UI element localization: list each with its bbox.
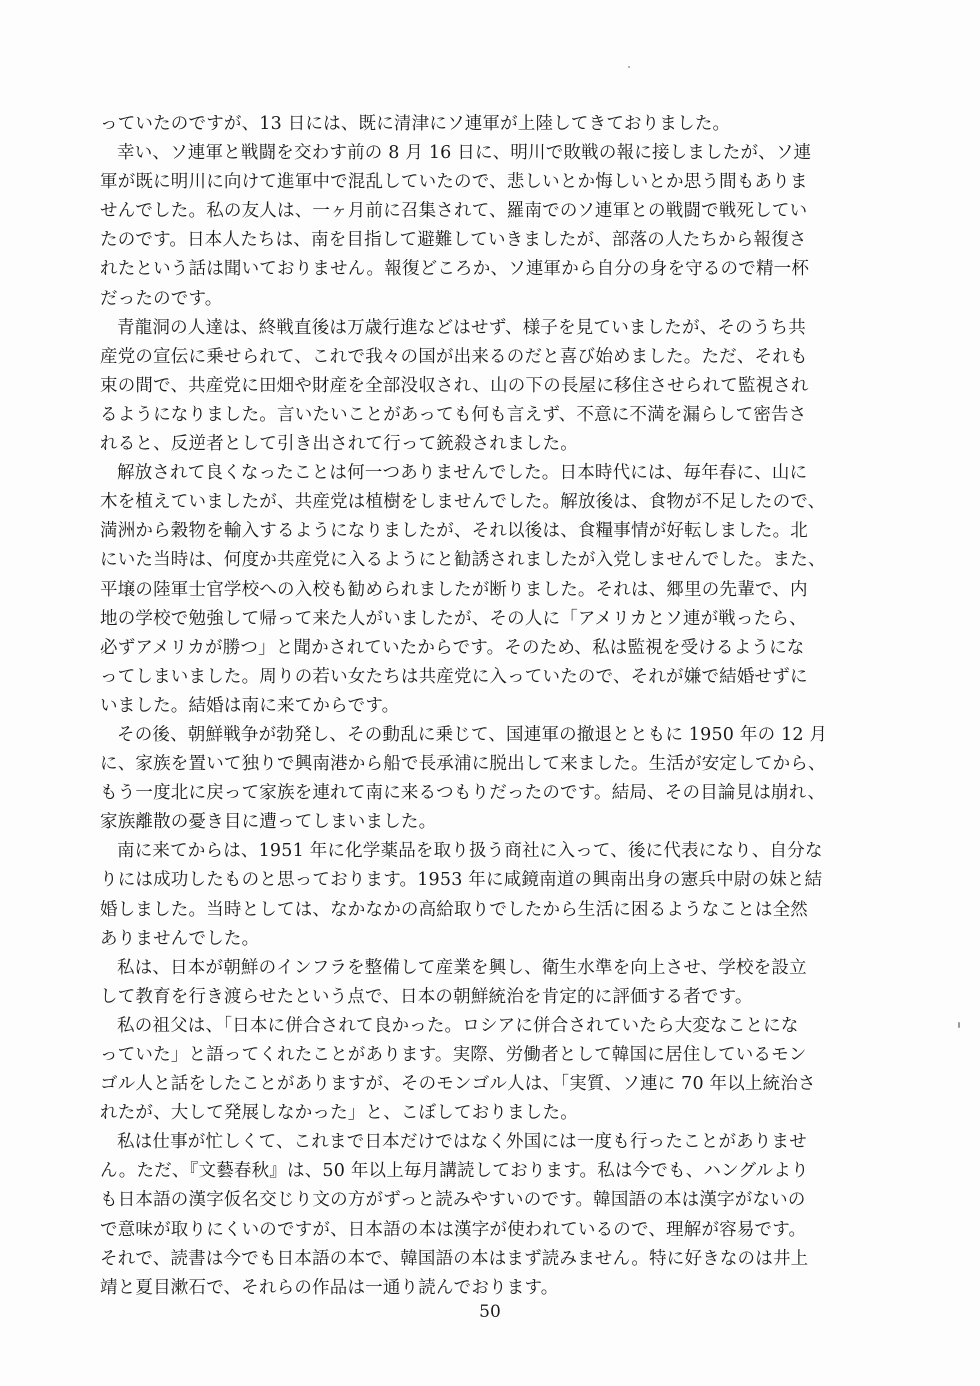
paragraph bbox=[100, 954, 845, 1012]
paragraph bbox=[100, 1128, 845, 1303]
text-line: せんでした。私の友人は、一ヶ月前に召集されて、羅南でのソ連軍との戦闘で戦死してい bbox=[100, 201, 808, 222]
paragraph bbox=[100, 314, 845, 459]
text-line: 平壌の陸軍士官学校への入校も勧められましたが断りました。それは、郷里の先輩で、内 bbox=[100, 579, 808, 600]
text-line: に、家族を置いて独りで興南港から船で長承浦に脱出して来ました。生活が安定してから、 bbox=[100, 754, 826, 775]
paragraph bbox=[100, 459, 845, 721]
text-line: れたという話は聞いておりません。報復どころか、ソ連軍から自分の身を守るので精一杯 bbox=[100, 259, 810, 280]
text-line: 私の祖父は、「日本に併合されて良かった。ロシアに併合されていたら大変なことにな bbox=[117, 1015, 799, 1036]
text-line: して教育を行き渡らせたという点で、日本の朝鮮統治を肯定的に評価する者です。 bbox=[100, 986, 753, 1007]
text-line: で意味が取りにくいのですが、日本語の本は漢字が使われているので、理解が容易です。 bbox=[100, 1219, 807, 1240]
paragraph bbox=[100, 837, 845, 953]
text-line: 南に来てからは、1951 年に化学薬品を取り扱う商社に入って、後に代表になり、自分な bbox=[117, 841, 823, 862]
text-line: 必ずアメリカが勝つ」と聞かされていたからです。そのため、私は監視を受けるようにな bbox=[100, 637, 805, 658]
text-line: たのです。日本人たちは、南を目指して避難していきましたが、部落の人たちから報復さ bbox=[100, 230, 807, 251]
text-line: 靖と夏目漱石で、それらの作品は一通り読んでおります。 bbox=[100, 1277, 559, 1298]
text-line: りには成功したものと思っております。1953 年に咸鏡南道の興南出身の憲兵中尉の妹と結 bbox=[100, 870, 823, 891]
text-line: ってしまいました。周りの若い女たちは共産党に入っていたので、それが嫌で結婚せずに bbox=[100, 666, 808, 687]
text-line: ありませんでした。 bbox=[100, 928, 260, 949]
text-line: も日本語の漢字仮名交じり文の方がずっと読みやすいのです。韓国語の本は漢字がないの bbox=[100, 1190, 806, 1211]
text-line: 家族離散の憂き目に遭ってしまいました。 bbox=[100, 812, 437, 833]
text-line: 私は、日本が朝鮮のインフラを整備して産業を興し、衛生水準を向上させ、学校を設立 bbox=[117, 957, 807, 978]
text-line: れると、反逆者として引き出されて行って銃殺されました。 bbox=[100, 434, 578, 455]
text-line: ん。ただ、『文藝春秋』は、50 年以上毎月講読しております。私は今でも、ハングルより bbox=[100, 1161, 809, 1182]
text-line: それで、読書は今でも日本語の本で、韓国語の本はまず読みません。特に好きなのは井上 bbox=[100, 1248, 809, 1269]
text-line: 青龍洞の人達は、終戦直後は万歳行進などはせず、様子を見ていましたが、そのうち共 bbox=[117, 317, 806, 338]
text-line: 私は仕事が忙しくて、これまで日本だけではなく外国には一度も行ったことがありませ bbox=[117, 1132, 807, 1153]
paragraph bbox=[100, 110, 845, 139]
text-line: 束の間で、共産党に田畑や財産を全部没収され、山の下の長屋に移住させられて監視され bbox=[100, 375, 809, 396]
text-line: 木を植えていましたが、共産党は植樹をしませんでした。解放後は、食物が不足したので、 bbox=[100, 492, 826, 513]
text-line: その後、朝鮮戦争が勃発し、その動乱に乗じて、国連軍の撤退とともに 1950 年の 12 月 bbox=[117, 724, 828, 745]
paragraph bbox=[100, 721, 845, 837]
scan-speck bbox=[958, 1022, 960, 1028]
text-line: もう一度北に戻って家族を連れて南に来るつもりだったのです。結局、その目論見は崩れ、 bbox=[100, 783, 826, 804]
text-line: ゴル人と話をしたことがありますが、そのモンゴル人は、「実質、ソ連に 70 年以上統治さ bbox=[100, 1074, 816, 1095]
page-number: 50 bbox=[479, 1302, 501, 1322]
paragraph bbox=[100, 139, 845, 314]
paragraph bbox=[100, 1012, 845, 1128]
text-line: っていたのですが、13 日には、既に清津にソ連軍が上陸してきておりました。 bbox=[100, 114, 731, 134]
text-line: 満洲から穀物を輸入するようになりましたが、それ以後は、食糧事情が好転しました。北 bbox=[100, 521, 808, 542]
text-line: いました。結婚は南に来てからです。 bbox=[100, 695, 400, 716]
text-line: だったのです。 bbox=[100, 288, 223, 309]
text-line: 産党の宣伝に乗せられて、これで我々の国が出来るのだと喜び始めました。ただ、それも bbox=[100, 346, 808, 367]
body-text bbox=[100, 110, 845, 1303]
text-line: るようになりました。言いたいことがあっても何も言えず、不意に不満を漏らして密告さ bbox=[100, 404, 807, 425]
text-line: 軍が既に明川に向けて進軍中で混乱していたので、悲しいとか悔しいとか思う間もありま bbox=[100, 172, 808, 193]
text-line: にいた当時は、何度か共産党に入るようにと勧誘されましたが入党しませんでした。また、 bbox=[100, 550, 826, 571]
text-line: れたが、大して発展しなかった」と、こぼしておりました。 bbox=[100, 1103, 578, 1124]
text-line: 地の学校で勉強して帰って来た人がいましたが、その人に「アメリカとソ連が戦ったら、 bbox=[100, 608, 807, 629]
text-line: っていた」と語ってくれたことがあります。実際、労働者として韓国に居住しているモン bbox=[100, 1045, 807, 1065]
text-line: 幸い、ソ連軍と戦闘を交わす前の 8 月 16 日に、明川で敗戦の報に接しましたが、ソ連 bbox=[117, 143, 812, 164]
text-line: 解放されて良くなったことは何一つありませんでした。日本時代には、毎年春に、山に bbox=[117, 463, 808, 484]
text-line: 婚しました。当時としては、なかなかの高給取りでしたから生活に困るようなことは全然 bbox=[100, 899, 808, 920]
scan-speck bbox=[628, 66, 630, 68]
